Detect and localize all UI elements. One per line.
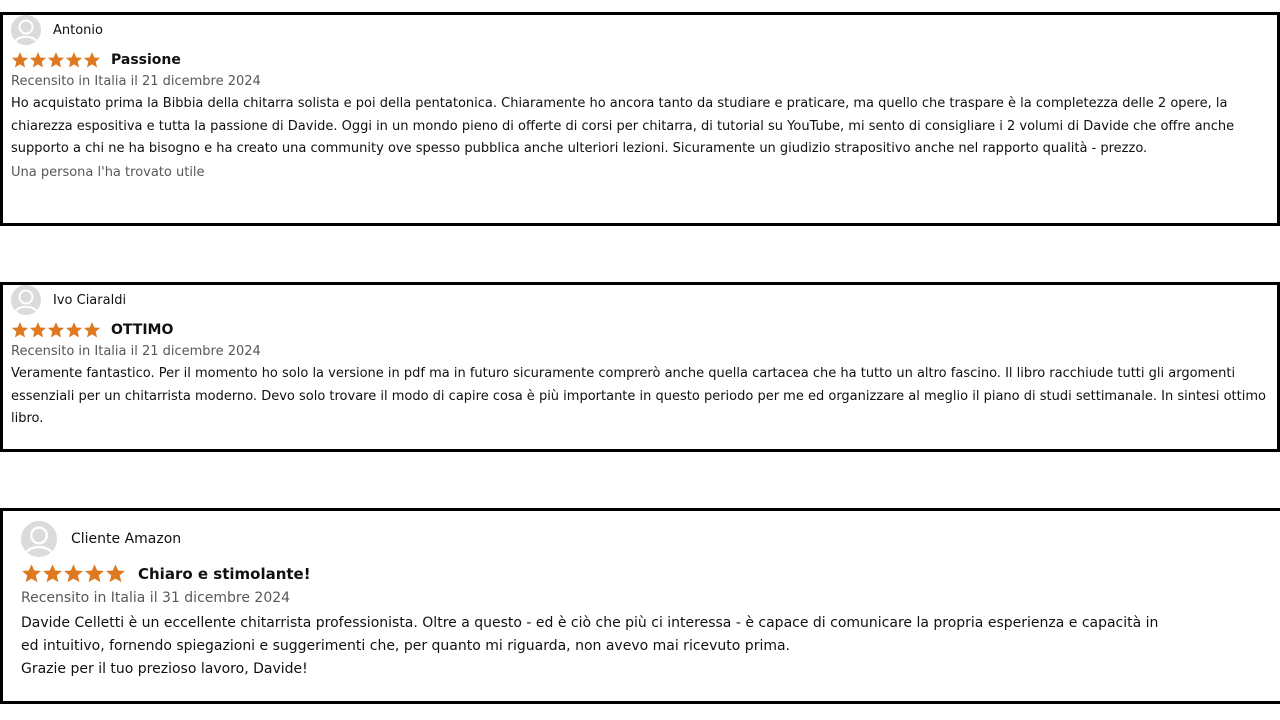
review-author[interactable]: Antonio — [53, 22, 103, 38]
star-icon — [63, 563, 84, 584]
user-avatar-icon — [21, 521, 57, 557]
review-date: Recensito in Italia il 21 dicembre 2024 — [11, 344, 261, 359]
review-card — [0, 12, 1280, 226]
review-profile[interactable] — [21, 521, 1269, 557]
review-body: Ho acquistato prima la Bibbia della chitarra solista e poi della pentatonica. Chiaramente ho ancora tanto da studiare e praticare, ma quello che traspare è la completezza delle 2 opere, la chiarezza espositiva e tutta la passione di Davide. Oggi in un mondo pieno di offerte di corsi per chitarra, di tutorial su YouTube, mi sento di consigliare i 2 volumi di Davide che offre anche supporto a chi ne ha bisogno e ha creato una community ove spesso pubblica anche ulteriori lezioni. Sicuramente un giudizio strapositivo anche nel rapporto qualità - prezzo. — [11, 96, 1235, 156]
star-icon — [29, 321, 47, 339]
review-title[interactable]: OTTIMO — [111, 322, 174, 338]
star-icon — [65, 321, 83, 339]
review-body-line: Davide Celletti è un eccellente chitarrista professionista. Oltre a questo - ed è ciò che più ci interessa - è capace di comunicare la propria esperienza e capacità in — [21, 615, 1159, 631]
star-icon — [84, 563, 105, 584]
review-date: Recensito in Italia il 21 dicembre 2024 — [11, 74, 261, 89]
helpful-count: Una persona l'ha trovato utile — [11, 164, 205, 180]
review-date: Recensito in Italia il 31 dicembre 2024 — [21, 590, 291, 606]
review-author[interactable]: Cliente Amazon — [71, 531, 182, 547]
star-rating[interactable] — [11, 321, 101, 339]
star-icon — [29, 51, 47, 69]
user-avatar-icon — [11, 15, 41, 45]
review-card — [0, 282, 1280, 452]
star-icon — [11, 321, 29, 339]
review-profile[interactable] — [11, 285, 1269, 315]
star-rating[interactable] — [11, 51, 101, 69]
star-icon — [47, 321, 65, 339]
review-title[interactable]: Chiaro e stimolante! — [138, 564, 311, 583]
star-icon — [47, 51, 65, 69]
star-icon — [11, 51, 29, 69]
review-body-line: ed intuitivo, fornendo spiegazioni e suggerimenti che, per quanto mi riguarda, non avevo mai ricevuto prima. — [21, 638, 791, 654]
review-title[interactable]: Passione — [111, 52, 181, 68]
review-profile[interactable] — [11, 15, 1269, 45]
user-avatar-icon — [11, 285, 41, 315]
review-card — [0, 508, 1280, 704]
review-body — [21, 612, 1269, 681]
star-icon — [42, 563, 63, 584]
star-icon — [83, 321, 101, 339]
star-icon — [21, 563, 42, 584]
review-author[interactable]: Ivo Ciaraldi — [53, 292, 127, 308]
star-rating[interactable] — [21, 563, 126, 584]
star-icon — [105, 563, 126, 584]
review-body-line: Grazie per il tuo prezioso lavoro, Davide! — [21, 661, 308, 677]
review-body: Veramente fantastico. Per il momento ho solo la versione in pdf ma in futuro sicuramente comprerò anche quella cartacea che ha tutto un altro fascino. Il libro racchiude tutti gli argomenti essenziali per un chitarrista moderno. Devo solo trovare il modo di capire cosa è più importante in questo periodo per me ed organizzare al meglio il piano di studi settimanale. In sintesi ottimo libro. — [11, 366, 1266, 426]
star-icon — [65, 51, 83, 69]
star-icon — [83, 51, 101, 69]
